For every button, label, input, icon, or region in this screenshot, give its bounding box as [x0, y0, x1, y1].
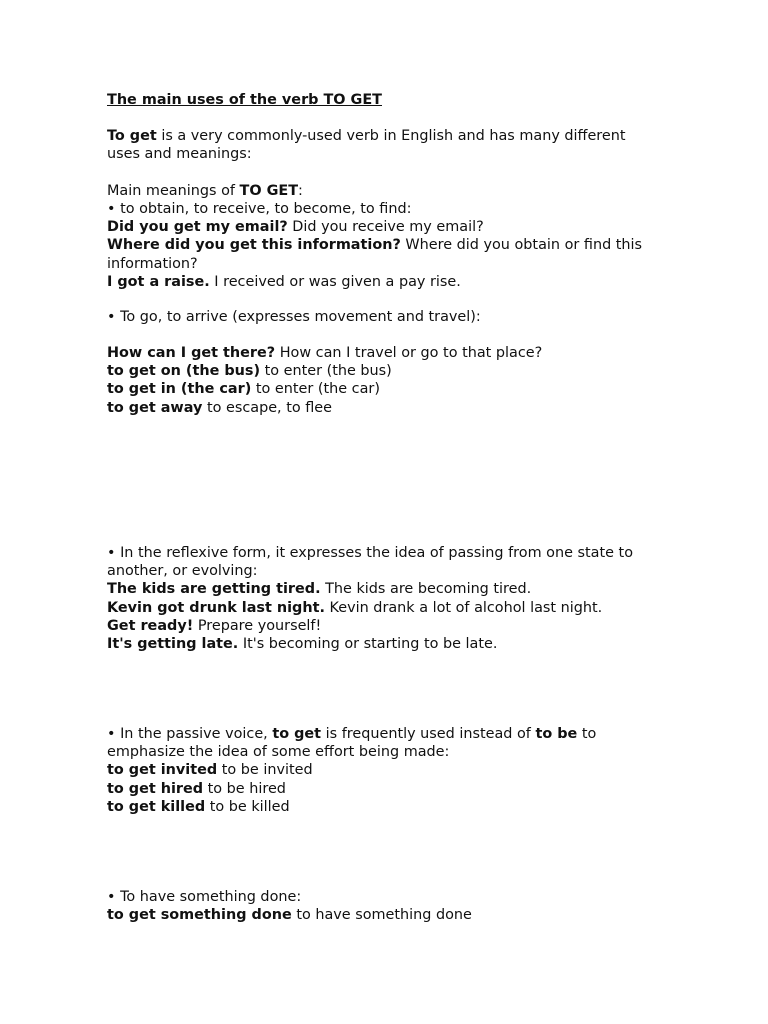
example-line	[107, 344, 667, 362]
intro-term: To get	[107, 128, 157, 144]
section-passive-bullet	[107, 725, 632, 761]
main-meanings-term: TO GET	[239, 183, 299, 199]
example-bold: Did you get my email?	[107, 219, 288, 236]
example-line	[107, 273, 647, 291]
section-have-done	[107, 888, 667, 924]
section-movement-bullet: • To go, to arrive (expresses movement and travel):	[107, 309, 481, 325]
example-text: to escape, to flee	[202, 399, 332, 416]
example-text: I received or was given a pay rise.	[209, 273, 461, 290]
example-line	[107, 761, 632, 779]
section-movement-examples	[107, 344, 667, 417]
section-reflexive-bullet: • In the reflexive form, it expresses the idea of passing from one state to another, or evolving:	[107, 545, 633, 580]
example-text: The kids are becoming tired.	[320, 581, 532, 598]
example-line	[107, 380, 667, 398]
example-bold: to get killed	[107, 798, 206, 815]
example-bold: How can I get there?	[107, 345, 276, 361]
example-line	[107, 617, 652, 635]
passive-term-be: to be	[535, 726, 578, 742]
example-line	[107, 635, 652, 653]
example-text: Kevin drank a lot of alcohol last night.	[324, 599, 603, 616]
passive-middle: is frequently used instead of	[321, 726, 536, 742]
example-line	[107, 362, 667, 380]
example-line	[107, 399, 667, 417]
example-text: to be killed	[205, 798, 290, 815]
section-obtain-bullet: • to obtain, to receive, to become, to find:	[107, 201, 412, 217]
example-bold: to get something done	[107, 907, 292, 924]
example-bold: Where did you get this information?	[107, 237, 401, 254]
section-have-done-bullet: • To have something done:	[107, 889, 302, 905]
example-bold: It's getting late.	[107, 636, 239, 653]
page-title: The main uses of the verb TO GET	[107, 92, 382, 108]
example-text: It's becoming or starting to be late.	[238, 636, 498, 653]
main-meanings-heading	[107, 182, 667, 200]
example-bold: to get in (the car)	[107, 381, 252, 398]
intro-paragraph	[107, 127, 659, 163]
example-text: to enter (the bus)	[260, 363, 392, 380]
example-text: to be hired	[203, 780, 286, 797]
example-text: to enter (the car)	[251, 381, 380, 398]
example-text: to be invited	[217, 762, 313, 779]
example-line	[107, 599, 652, 617]
example-text: Did you receive my email?	[287, 219, 484, 236]
example-bold: to get hired	[107, 780, 204, 797]
example-text: Prepare yourself!	[193, 617, 322, 634]
example-bold: to get on (the bus)	[107, 363, 261, 380]
section-movement	[107, 308, 667, 326]
example-bold: The kids are getting tired.	[107, 581, 321, 598]
main-meanings-prefix: Main meanings of	[107, 183, 240, 199]
intro-text: is a very commonly-used verb in English and has many different uses and meanings:	[107, 128, 626, 163]
passive-term-get: to get	[272, 726, 322, 742]
example-text: Where did you obtain or find this information?	[107, 237, 643, 272]
passive-prefix: • In the passive voice,	[107, 726, 273, 742]
example-bold: Kevin got drunk last night.	[107, 599, 325, 616]
section-passive	[107, 725, 632, 816]
example-bold: to get invited	[107, 762, 218, 779]
example-bold: Get ready!	[107, 617, 194, 634]
example-bold: to get away	[107, 399, 203, 416]
example-line	[107, 798, 632, 816]
example-text: How can I travel or go to that place?	[275, 345, 543, 361]
section-obtain	[107, 200, 647, 291]
example-line	[107, 580, 652, 598]
main-meanings-suffix: :	[298, 183, 303, 199]
section-reflexive	[107, 544, 652, 653]
example-line	[107, 780, 632, 798]
example-line	[107, 906, 667, 924]
example-line	[107, 218, 647, 236]
example-line	[107, 236, 647, 272]
example-text: to have something done	[291, 907, 472, 924]
page-title-block	[107, 91, 667, 109]
passive-suffix: to emphasize the idea of some effort being made:	[107, 726, 597, 761]
example-bold: I got a raise.	[107, 273, 210, 290]
